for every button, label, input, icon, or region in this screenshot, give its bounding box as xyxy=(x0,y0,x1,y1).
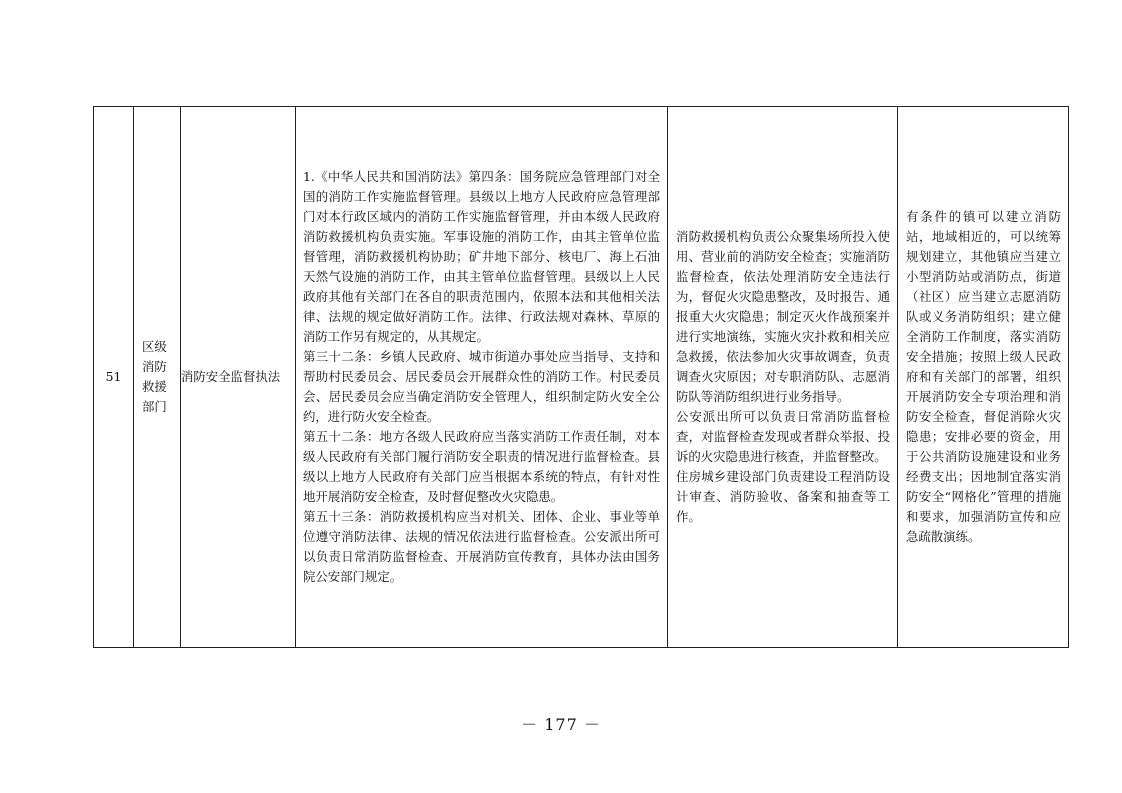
department-name: 区级消防救援部门 xyxy=(142,339,167,414)
legal-basis-paragraph: 第三十二条：乡镇人民政府、城市街道办事处应当指导、支持和帮助村民委员会、居民委员会开展群众性的消防工作。村民委员会、居民委员会应当确定消防安全管理人，组织制定防火安全公约，进行防火安全检查。 xyxy=(303,349,660,424)
duty-paragraph: 公安派出所可以负责日常消防监督检查，对监督检查发现或者群众举报、投诉的火灾隐患进行核查，并监督整改。 xyxy=(676,409,890,464)
township-responsibility-cell xyxy=(898,107,1069,648)
duty-paragraph: 住房城乡建设部门负责建设工程消防设计审查、消防验收、备案和抽查等工作。 xyxy=(676,469,890,524)
table-row xyxy=(94,107,1069,648)
legal-basis-cell xyxy=(296,107,668,648)
item-cell xyxy=(181,107,296,648)
row-number: 51 xyxy=(105,369,122,384)
legal-basis-paragraph: 第五十三条：消防救援机构应当对机关、团体、企业、事业等单位遵守消防法律、法规的情况依法进行监督检查。公安派出所可以负责日常消防监督检查、开展消防宣传教育，具体办法由国务院公安部门规定。 xyxy=(303,509,660,584)
legal-basis-paragraph: 1.《中华人民共和国消防法》第四条：国务院应急管理部门对全国的消防工作实施监督管理。县级以上地方人民政府应急管理部门对本行政区域内的消防工作实施监督管理，并由本级人民政府消防救援机构负责实施。军事设施的消防工作，由其主管单位监督管理，消防救援机构协助；矿井地下部分、核电厂、海上石油天然气设施的消防工作，由其主管单位监督管理。县级以上人民政府其他有关部门在各自的职责范围内，依照本法和其他相关法律、法规的规定做好消防工作。法律、行政法规对森林、草原的消防工作另有规定的，从其规定。 xyxy=(303,169,660,344)
department-cell xyxy=(134,107,181,648)
legal-basis-paragraph: 第五十二条：地方各级人民政府应当落实消防工作责任制，对本级人民政府有关部门履行消防安全职责的情况进行监督检查。县级以上地方人民政府有关部门应当根据本系统的特点，有针对性地开展消防安全检查，及时督促整改火灾隐患。 xyxy=(303,429,660,504)
department-duties-cell xyxy=(668,107,898,648)
responsibility-table xyxy=(93,106,1069,648)
duty-paragraph: 消防救援机构负责公众聚集场所投入使用、营业前的消防安全检查；实施消防监督检查，依法处理消防安全违法行为，督促火灾隐患整改，及时报告、通报重大火灾隐患；制定灭火作战预案并进行实地演练，实施火灾扑救和相关应急救援，依法参加火灾事故调查，负责调查火灾原因；对专职消防队、志愿消防队等消防组织进行业务指导。 xyxy=(676,229,890,404)
township-responsibility-text: 有条件的镇可以建立消防站，地域相近的，可以统筹规划建立，其他镇应当建立小型消防站或消防点，街道（社区）应当建立志愿消防队或义务消防组织；建立健全消防工作制度，落实消防安全措施；按照上级人民政府和有关部门的部署，组织开展消防安全专项治理和消防安全检查，督促消除火灾隐患；安排必要的资金，用于公共消防设施建设和业务经费支出；因地制宜落实消防安全“网格化”管理的措施和要求，加强消防宣传和应急疏散演练。 xyxy=(906,209,1061,544)
page-number: － 177 － xyxy=(521,715,601,734)
row-number-cell xyxy=(94,107,134,648)
item-name: 消防安全监督执法 xyxy=(181,369,281,384)
